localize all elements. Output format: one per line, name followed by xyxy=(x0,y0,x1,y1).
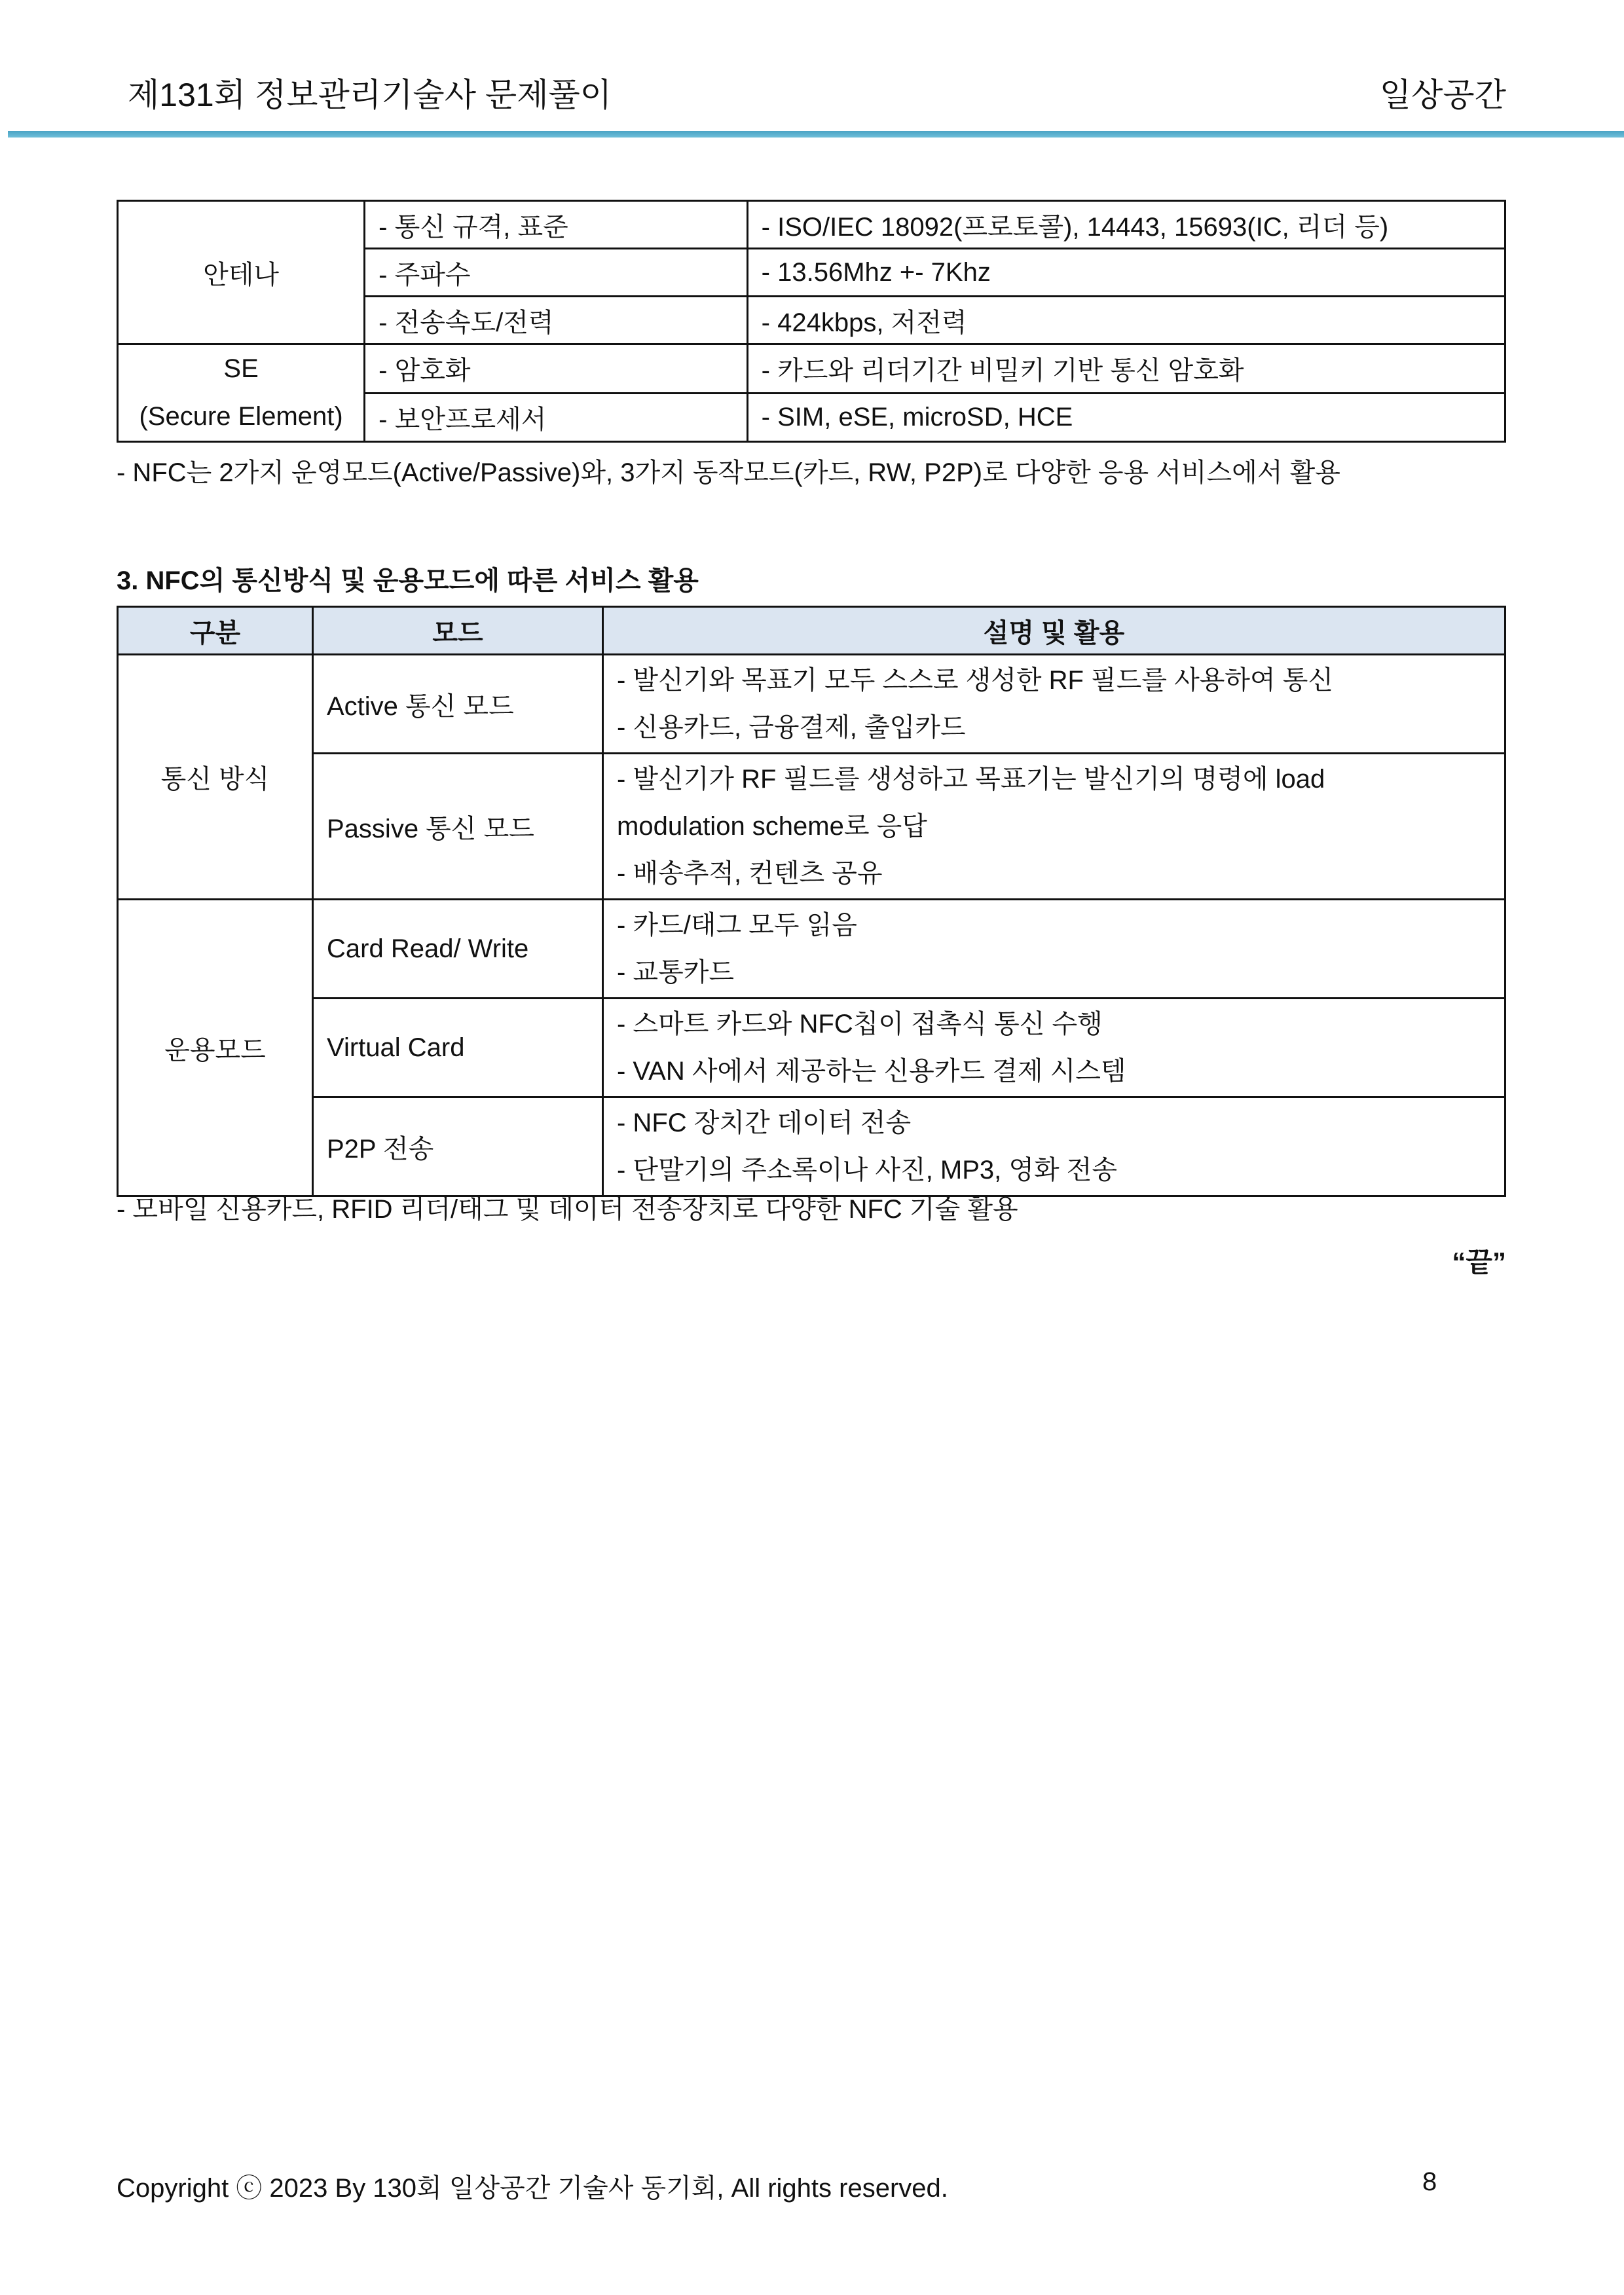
table-cell: - 424kbps, 저전력 xyxy=(747,297,1505,344)
description-line: - 카드/태그 모두 읽음 xyxy=(617,911,857,940)
table-cell: - 카드와 리더기간 비밀키 기반 통신 암호화 xyxy=(747,344,1505,394)
description-line: - 배송추적, 컨텐츠 공유 xyxy=(617,859,883,888)
description-line: - VAN 사에서 제공하는 신용카드 결제 시스템 xyxy=(617,1057,1126,1086)
se-label xyxy=(118,344,365,442)
table-cell: - 전송속도/전력 xyxy=(365,297,748,344)
copyright-footer: Copyright ⓒ 2023 By 130회 일상공간 기술사 동기회, All rights reserved. xyxy=(117,2174,948,2203)
table-row xyxy=(118,900,1505,999)
page-number: 8 xyxy=(1422,2167,1437,2196)
table-row xyxy=(118,655,1505,754)
mode-cell: Passive 통신 모드 xyxy=(313,754,603,900)
column-header: 설명 및 활용 xyxy=(603,607,1505,655)
group-label: 운용모드 xyxy=(118,900,313,1196)
table-row xyxy=(118,754,1505,900)
mode-cell: Active 통신 모드 xyxy=(313,655,603,754)
table-row xyxy=(118,201,1505,249)
table-row xyxy=(118,999,1505,1097)
description-cell xyxy=(603,1097,1505,1196)
table-cell: - 암호화 xyxy=(365,344,748,394)
table-cell: - 통신 규격, 표준 xyxy=(365,201,748,249)
description-line: - 스마트 카드와 NFC칩이 접촉식 통신 수행 xyxy=(617,1010,1103,1038)
description-cell xyxy=(603,900,1505,999)
summary-note: - NFC는 2가지 운영모드(Active/Passive)와, 3가지 동작모드(카드, RW, P2P)로 다양한 응용 서비스에서 활용 xyxy=(117,458,1340,487)
study-group-name: 일상공간 xyxy=(1379,77,1506,113)
header-divider xyxy=(8,131,1624,138)
mode-cell: P2P 전송 xyxy=(313,1097,603,1196)
table-cell: - 13.56Mhz +- 7Khz xyxy=(747,249,1505,297)
description-line: - 교통카드 xyxy=(617,958,734,987)
description-cell xyxy=(603,999,1505,1097)
nfc-component-table xyxy=(117,200,1506,443)
column-header: 구분 xyxy=(118,607,313,655)
section-heading: 3. NFC의 통신방식 및 운용모드에 따른 서비스 활용 xyxy=(117,566,699,595)
table-cell: - SIM, eSE, microSD, HCE xyxy=(747,393,1505,442)
summary-note: - 모바일 신용카드, RFID 리더/태그 및 데이터 전송장치로 다양한 NFC 기술 활용 xyxy=(117,1195,1018,1224)
description-cell xyxy=(603,754,1505,900)
se-label-line: (Secure Element) xyxy=(139,402,343,431)
antenna-label: 안테나 xyxy=(118,201,365,344)
description-line: - 발신기가 RF 필드를 생성하고 목표기는 발신기의 명령에 load xyxy=(617,765,1325,794)
column-header: 모드 xyxy=(313,607,603,655)
table-row xyxy=(118,1097,1505,1196)
description-cell xyxy=(603,655,1505,754)
table-cell: - 보안프로세서 xyxy=(365,393,748,442)
table-cell: - 주파수 xyxy=(365,249,748,297)
table-row xyxy=(118,344,1505,394)
end-mark: “끝” xyxy=(1452,1247,1506,1277)
description-line: - NFC 장치간 데이터 전송 xyxy=(617,1109,912,1137)
description-line: modulation scheme로 응답 xyxy=(617,812,927,841)
group-label: 통신 방식 xyxy=(118,655,313,900)
se-label-line: SE xyxy=(223,354,259,383)
table-cell: - ISO/IEC 18092(프로토콜), 14443, 15693(IC, 리더 등) xyxy=(747,201,1505,249)
description-line: - 발신기와 목표기 모두 스스로 생성한 RF 필드를 사용하여 통신 xyxy=(617,666,1334,695)
description-line: - 신용카드, 금융결제, 출입카드 xyxy=(617,713,966,742)
document-title: 제131회 정보관리기술사 문제풀이 xyxy=(128,77,612,113)
mode-cell: Card Read/ Write xyxy=(313,900,603,999)
table-header-row xyxy=(118,607,1505,655)
mode-cell: Virtual Card xyxy=(313,999,603,1097)
nfc-mode-table xyxy=(117,606,1506,1197)
description-line: - 단말기의 주소록이나 사진, MP3, 영화 전송 xyxy=(617,1156,1118,1184)
